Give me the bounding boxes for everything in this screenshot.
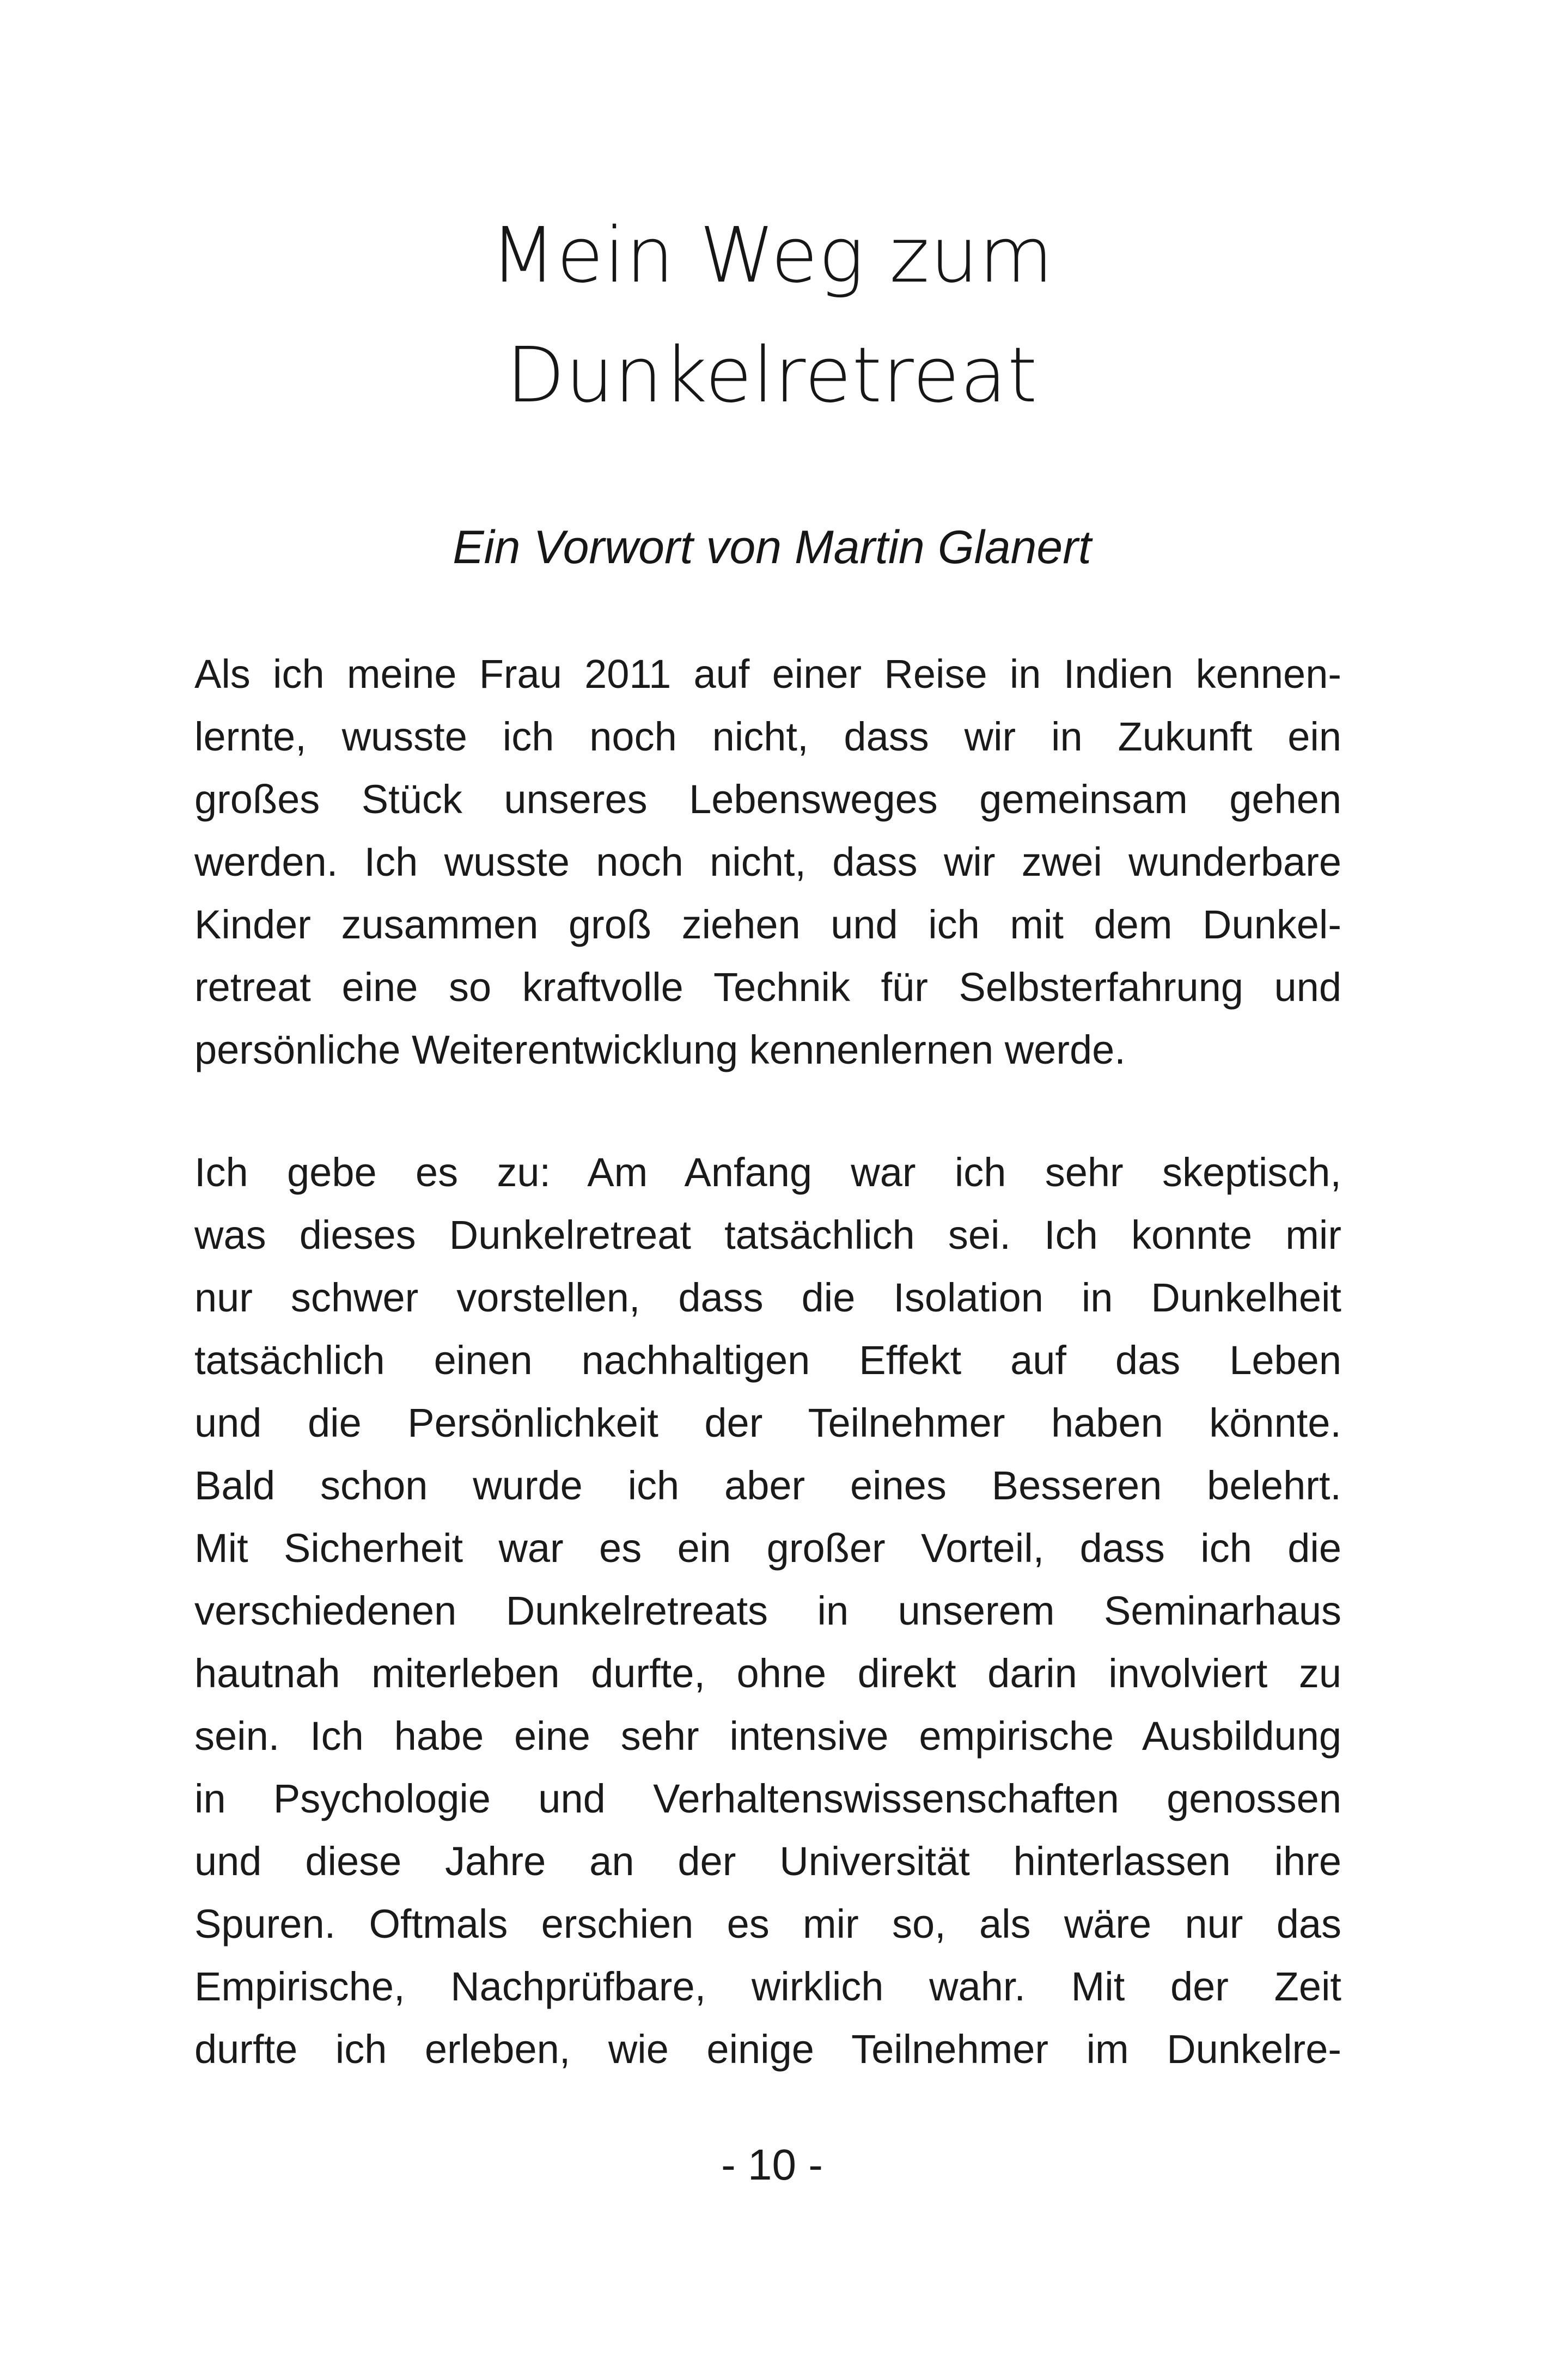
paragraph-2: [194, 1141, 1341, 2080]
text-line: und diese Jahre an der Universität hinterlassen ihre: [194, 1839, 1341, 1884]
paragraph-1: [194, 643, 1341, 1081]
chapter-title-line-2: Dunkelretreat: [506, 331, 1038, 420]
text-line: Ich gebe es zu: Am Anfang war ich sehr skeptisch,: [194, 1150, 1341, 1195]
text-line: in Psychologie und Verhaltenswissenschaften genossen: [194, 1776, 1341, 1821]
text-line: Empirische, Nachprüfbare, wirklich wahr. Mit der Zeit: [194, 1964, 1341, 2009]
text-line: was dieses Dunkelretreat tatsächlich sei. Ich konnte mir: [194, 1212, 1341, 1258]
text-line: durfte ich erleben, wie einige Teilnehmer im Dunkelre-: [194, 2027, 1341, 2072]
text-line: retreat eine so kraftvolle Technik für Selbsterfahrung und: [194, 965, 1341, 1010]
text-line: werden. Ich wusste noch nicht, dass wir zwei wunderbare: [194, 839, 1341, 884]
text-line: Kinder zusammen groß ziehen und ich mit dem Dunkel-: [194, 902, 1341, 947]
text-line: Spuren. Oftmals erschien es mir so, als wäre nur das: [194, 1901, 1341, 1946]
text-line: tatsächlich einen nachhaltigen Effekt auf das Leben: [194, 1338, 1341, 1383]
text-line: Mit Sicherheit war es ein großer Vorteil, dass ich die: [194, 1525, 1341, 1571]
page-number: - 10 -: [721, 2140, 823, 2189]
text-line: Als ich meine Frau 2011 auf einer Reise in Indien kennen-: [194, 651, 1341, 697]
text-line: großes Stück unseres Lebensweges gemeinsam gehen: [194, 777, 1341, 822]
text-line: Bald schon wurde ich aber eines Besseren belehrt.: [194, 1463, 1341, 1508]
text-line: lernte, wusste ich noch nicht, dass wir in Zukunft ein: [194, 714, 1341, 759]
text-line: persönliche Weiterentwicklung kennenlernen werde.: [194, 1027, 1126, 1072]
text-line: verschiedenen Dunkelretreats in unserem Seminarhaus: [194, 1588, 1341, 1633]
text-line: hautnah miterleben durfte, ohne direkt darin involviert zu: [194, 1651, 1341, 1696]
chapter-subtitle: Ein Vorwort von Martin Glanert: [453, 521, 1091, 573]
text-line: nur schwer vorstellen, dass die Isolation in Dunkelheit: [194, 1275, 1341, 1320]
text-line: und die Persönlichkeit der Teilnehmer haben könnte.: [194, 1400, 1341, 1445]
text-line: sein. Ich habe eine sehr intensive empirische Ausbildung: [194, 1713, 1341, 1759]
chapter-title-line-1: Mein Weg zum: [490, 211, 1054, 300]
